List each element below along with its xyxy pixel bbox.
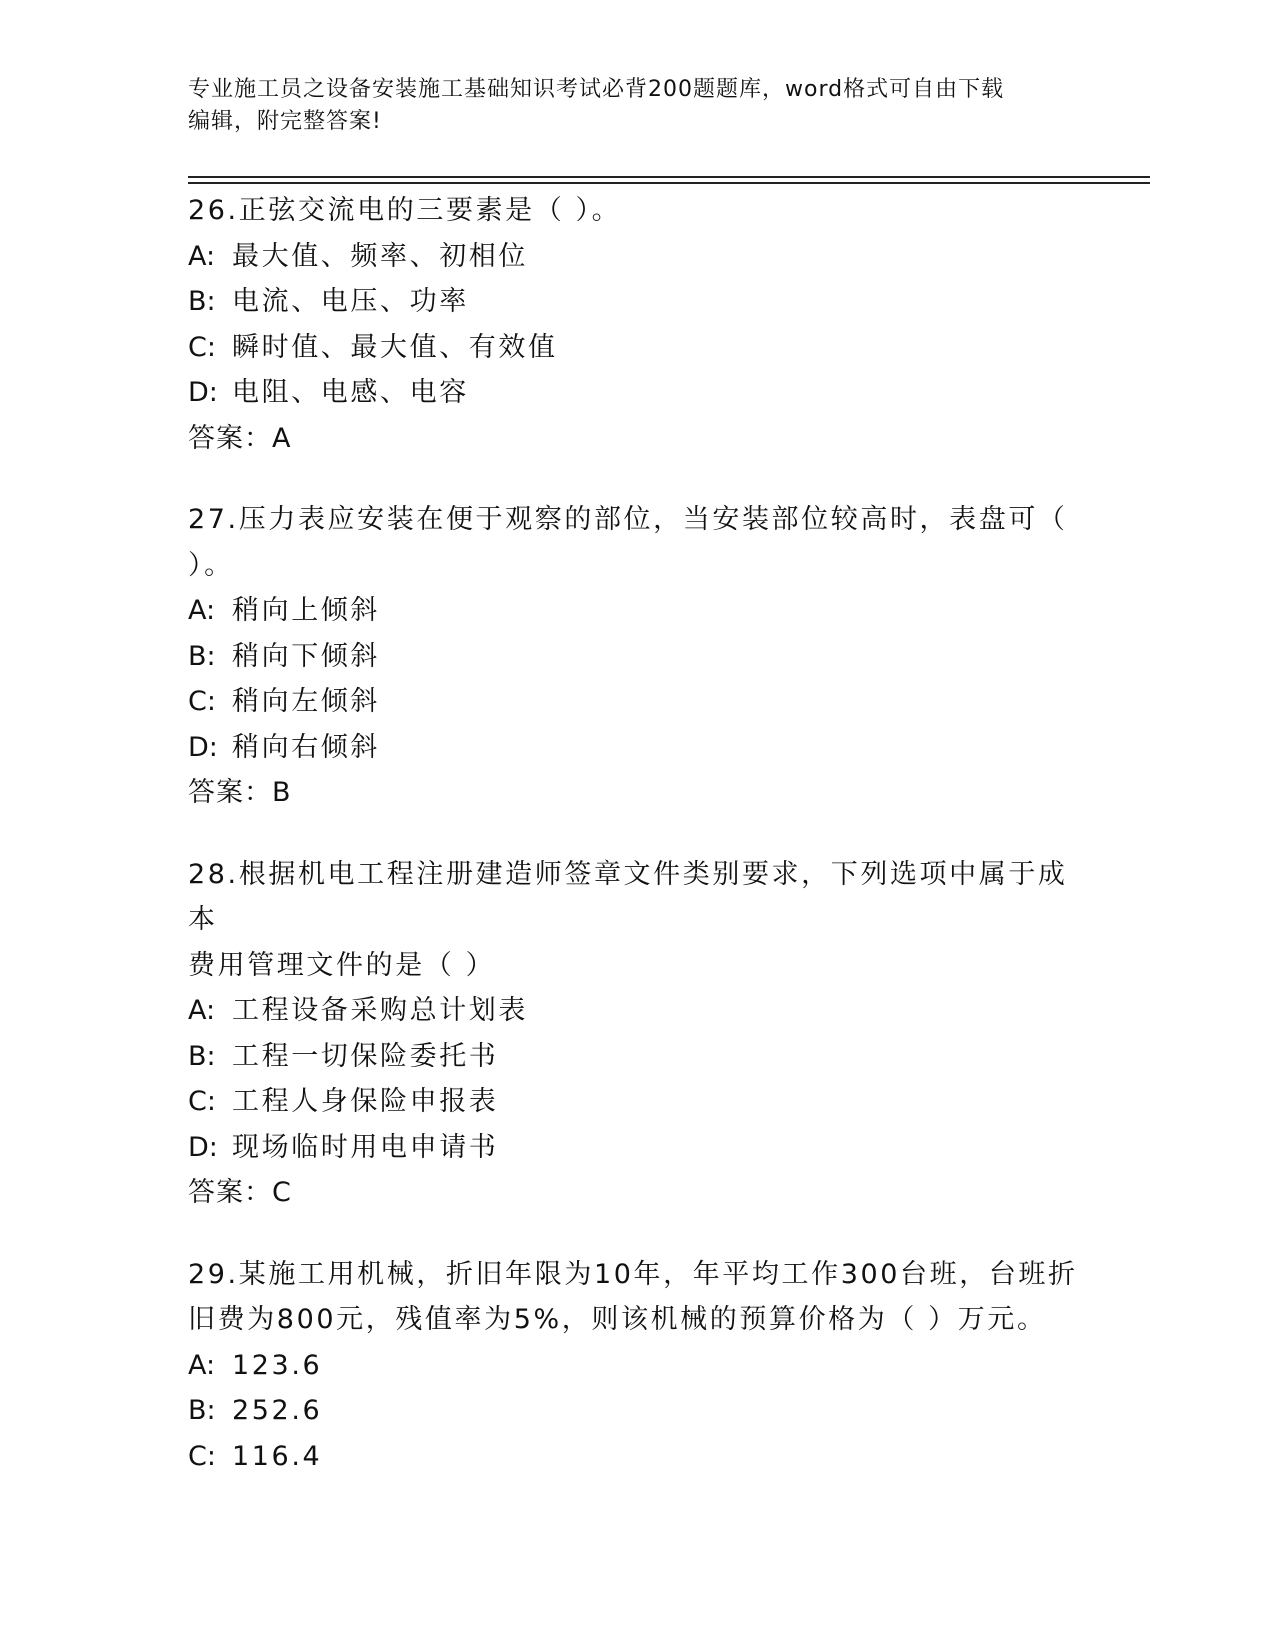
option-text: 116.4 <box>232 1440 323 1472</box>
option-key: B: <box>188 1395 216 1426</box>
option-text: 稍向下倾斜 <box>232 640 380 672</box>
option-text: 工程设备采购总计划表 <box>232 995 528 1026</box>
option-text: 工程人身保险申报表 <box>232 1086 499 1117</box>
option-key: A: <box>188 995 216 1026</box>
option-text: 252.6 <box>232 1395 323 1426</box>
option-key: B: <box>188 640 216 672</box>
option-key: B: <box>188 1040 216 1072</box>
option-key: A: <box>188 1349 216 1381</box>
option-row <box>188 988 1088 1034</box>
question-stem: ）。 <box>188 549 234 581</box>
option-key: C: <box>188 331 216 363</box>
question-item <box>188 497 1088 816</box>
option-text: 稍向左倾斜 <box>232 686 380 717</box>
option-text: 123.6 <box>232 1349 323 1381</box>
answer-line: 答案：A <box>188 422 292 454</box>
header-line-2: 编辑，附完整答案! <box>188 109 382 134</box>
option-row <box>188 1125 1088 1171</box>
question-item <box>188 852 1088 1216</box>
option-key: B: <box>188 286 216 317</box>
question-stem: 28.根据机电工程注册建造师签章文件类别要求，下列选项中属于成本 <box>188 858 1068 935</box>
option-text: 瞬时值、最大值、有效值 <box>232 331 558 363</box>
option-row <box>188 370 1088 416</box>
answer-line: 答案：C <box>188 1177 292 1208</box>
answer-line: 答案：B <box>188 777 292 808</box>
option-key: A: <box>188 240 216 272</box>
header-line-1: 专业施工员之设备安装施工基础知识考试必背200题题库，word格式可自由下载 <box>188 77 1005 102</box>
question-stem: 26.正弦交流电的三要素是（ ）。 <box>188 195 622 226</box>
question-stem: 27.压力表应安装在便于观察的部位，当安装部位较高时，表盘可（ <box>188 504 1068 535</box>
option-text: 电阻、电感、电容 <box>232 377 469 408</box>
option-text: 最大值、频率、初相位 <box>232 240 528 272</box>
option-row <box>188 588 1088 634</box>
option-row <box>188 679 1088 725</box>
option-key: C: <box>188 686 216 717</box>
question-list <box>188 188 1088 1515</box>
option-row <box>188 279 1088 325</box>
option-key: C: <box>188 1440 216 1472</box>
question-item <box>188 188 1088 461</box>
question-stem: 旧费为800元，残值率为5%，则该机械的预算价格为（ ）万元。 <box>188 1304 1047 1335</box>
question-stem: 29.某施工用机械，折旧年限为10年，年平均工作300台班，台班折 <box>188 1258 1078 1290</box>
option-row <box>188 1343 1088 1389</box>
option-key: D: <box>188 731 218 763</box>
option-row <box>188 325 1088 371</box>
option-key: A: <box>188 595 216 626</box>
option-key: D: <box>188 1131 218 1163</box>
option-row <box>188 1034 1088 1080</box>
option-text: 稍向右倾斜 <box>232 731 380 763</box>
question-stem: 费用管理文件的是（ ） <box>188 949 496 981</box>
document-header <box>188 74 1068 138</box>
option-text: 工程一切保险委托书 <box>232 1040 499 1072</box>
option-row <box>188 634 1088 680</box>
header-divider <box>188 182 1150 184</box>
option-row <box>188 234 1088 280</box>
option-row <box>188 725 1088 771</box>
option-key: D: <box>188 377 218 408</box>
option-key: C: <box>188 1086 216 1117</box>
question-item <box>188 1252 1088 1480</box>
option-text: 电流、电压、功率 <box>232 286 469 317</box>
option-row <box>188 1434 1088 1480</box>
option-text: 现场临时用电申请书 <box>232 1131 499 1163</box>
option-text: 稍向上倾斜 <box>232 595 380 626</box>
option-row <box>188 1079 1088 1125</box>
header-divider <box>188 176 1150 178</box>
option-row <box>188 1388 1088 1434</box>
